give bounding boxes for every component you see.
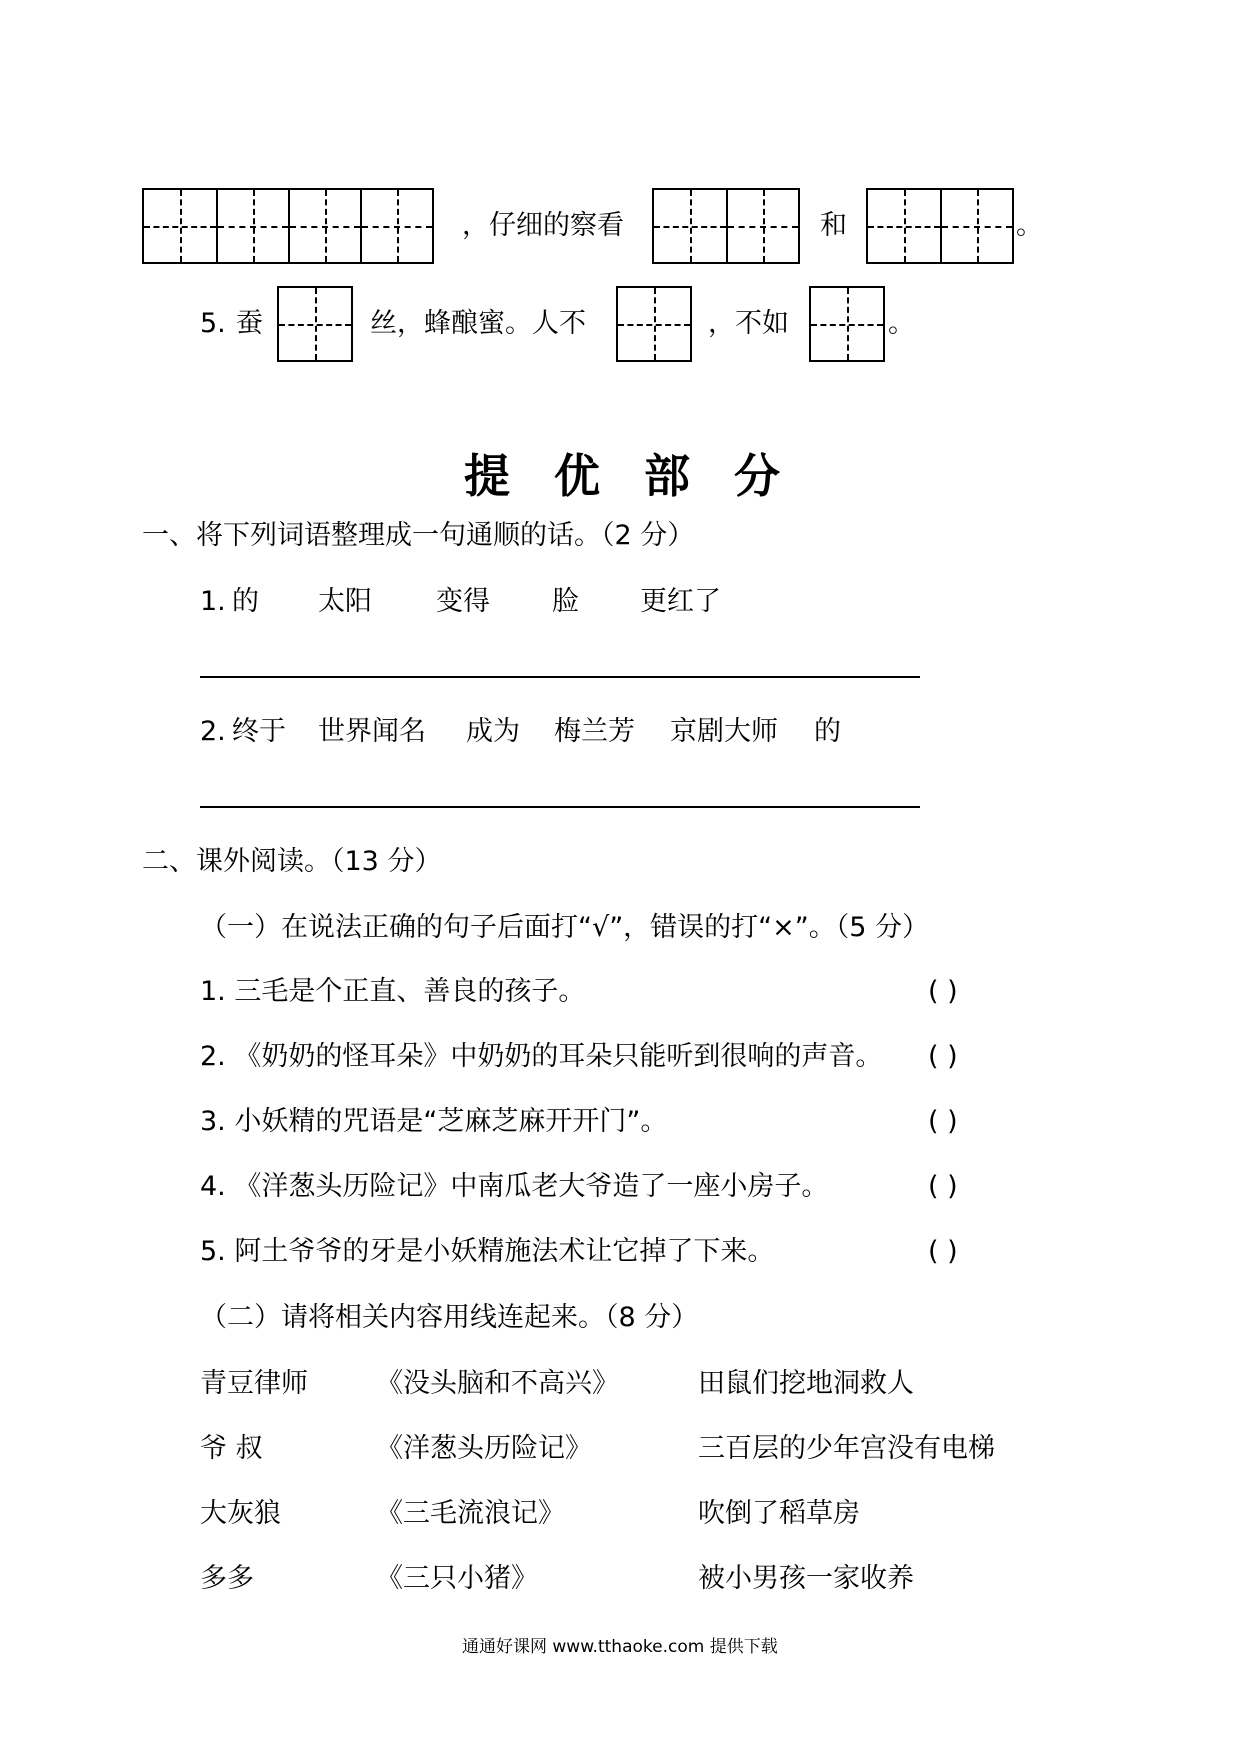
judge-item: 1. 三毛是个正直、善良的孩子。 <box>200 976 586 1007</box>
match-event[interactable]: 吹倒了稻草房 <box>698 1498 860 1529</box>
judge-item: 3. 小妖精的咒语是“芝麻芝麻开开门”。 <box>200 1106 668 1137</box>
answer-parentheses[interactable]: ( ) <box>928 1171 958 1202</box>
word: 变得 <box>436 586 490 617</box>
part1-heading: 一、将下列词语整理成一句通顺的话。（2 分） <box>142 520 695 551</box>
grid-cell[interactable] <box>279 288 351 360</box>
word: 成为 <box>466 716 520 747</box>
match-book[interactable]: 《没头脑和不高兴》 <box>376 1368 619 1399</box>
word: 梅兰芳 <box>554 716 635 747</box>
fill-text: ，不如 <box>708 308 789 339</box>
grid-cell[interactable] <box>811 288 883 360</box>
question-number: 1. <box>200 586 226 617</box>
grid-cell[interactable] <box>868 190 940 262</box>
fill-text: 蚕 <box>236 308 263 339</box>
match-book[interactable]: 《三只小猪》 <box>376 1563 538 1594</box>
section-title: 提优部分 <box>464 449 824 503</box>
fill-text: 和 <box>820 210 847 241</box>
fill-text: 丝，蜂酿蜜。人不 <box>370 308 586 339</box>
writing-grid-1[interactable] <box>277 286 353 362</box>
match-book[interactable]: 《三毛流浪记》 <box>376 1498 565 1529</box>
part2-heading: 二、课外阅读。（13 分） <box>142 846 442 877</box>
match-event[interactable]: 三百层的少年宫没有电梯 <box>698 1433 995 1464</box>
word: 太阳 <box>318 586 372 617</box>
fill-text: ，仔细的察看 <box>462 210 624 241</box>
writing-grid-1[interactable] <box>616 286 692 362</box>
answer-parentheses[interactable]: ( ) <box>928 1106 958 1137</box>
grid-cell[interactable] <box>288 190 360 262</box>
writing-grid-1[interactable] <box>809 286 885 362</box>
grid-cell[interactable] <box>618 288 690 360</box>
word: 脸 <box>552 586 579 617</box>
judge-item: 4. 《洋葱头历险记》中南瓜老大爷造了一座小房子。 <box>200 1171 829 1202</box>
writing-grid-2[interactable] <box>652 188 800 264</box>
footer-watermark: 通通好课网 www.tthaoke.com 提供下载 <box>462 1637 778 1657</box>
answer-parentheses[interactable]: ( ) <box>928 976 958 1007</box>
word: 的 <box>814 716 841 747</box>
match-character[interactable]: 爷 叔 <box>200 1433 263 1464</box>
word: 京剧大师 <box>670 716 778 747</box>
answer-parentheses[interactable]: ( ) <box>928 1041 958 1072</box>
answer-line[interactable] <box>200 806 920 808</box>
writing-grid-4[interactable] <box>142 188 434 264</box>
writing-grid-2[interactable] <box>866 188 1014 264</box>
fill-text: 。 <box>888 308 915 339</box>
grid-cell[interactable] <box>654 190 726 262</box>
match-character[interactable]: 大灰狼 <box>200 1498 281 1529</box>
match-character[interactable]: 青豆律师 <box>200 1368 308 1399</box>
question-number: 2. <box>200 716 226 747</box>
judge-item: 5. 阿土爷爷的牙是小妖精施法术让它掉了下来。 <box>200 1236 775 1267</box>
question-number: 5. <box>200 308 226 339</box>
grid-cell[interactable] <box>360 190 432 262</box>
judge-item: 2. 《奶奶的怪耳朵》中奶奶的耳朵只能听到很响的声音。 <box>200 1041 883 1072</box>
answer-line[interactable] <box>200 676 920 678</box>
answer-parentheses[interactable]: ( ) <box>928 1236 958 1267</box>
grid-cell[interactable] <box>726 190 798 262</box>
grid-cell[interactable] <box>144 190 216 262</box>
fill-text: 。 <box>1016 210 1043 241</box>
word: 终于 <box>232 716 286 747</box>
subsection-heading: （二）请将相关内容用线连起来。（8 分） <box>200 1302 699 1333</box>
match-event[interactable]: 田鼠们挖地洞救人 <box>698 1368 914 1399</box>
word: 的 <box>232 586 259 617</box>
match-character[interactable]: 多多 <box>200 1563 254 1594</box>
match-book[interactable]: 《洋葱头历险记》 <box>376 1433 592 1464</box>
grid-cell[interactable] <box>940 190 1012 262</box>
match-event[interactable]: 被小男孩一家收养 <box>698 1563 914 1594</box>
word: 世界闻名 <box>318 716 426 747</box>
word: 更红了 <box>640 586 721 617</box>
grid-cell[interactable] <box>216 190 288 262</box>
subsection-heading: （一）在说法正确的句子后面打“√”，错误的打“×”。（5 分） <box>200 912 930 943</box>
